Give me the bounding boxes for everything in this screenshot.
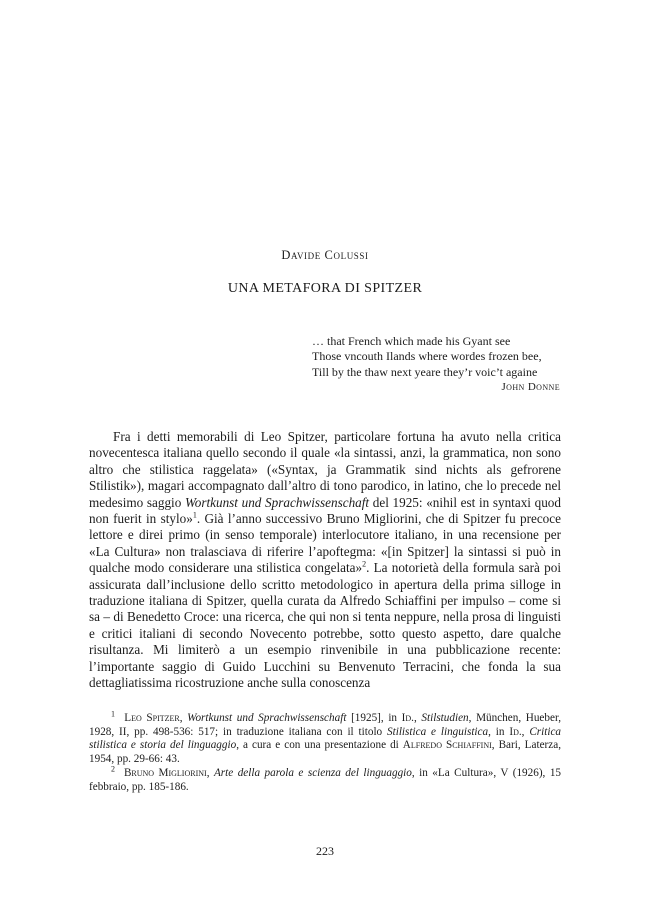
body-text-segment: Fra i detti memorabili di Leo Spitzer, particolare fortuna ha avuto nella critica novecentesca italiana quello secondo il quale «la sintassi, anzi, la grammatica, non sono altro che stilistica raggelata» («Syntax, ja Grammatik sind nichts als gefrorene Stilistik»), magari accompagnato dall’altro di tono parodico, in latino, che lo precede nel medesimo saggio bbox=[89, 429, 561, 510]
footnote: $^1$ Leo Spitzer, Wortkunst und Sprachwissenschaft [1925], in Id., Stilstudien, München, Hueber, 1928, II, pp. 498-536: 517; in traduzione italiana con il titolo Stilistica e linguistica, in Id., Critica stilistica e storia del linguaggio, a cura e con una presentazione di Alfredo Schiaffini, Bari, Laterza, 1954, pp. 29-66: 43. bbox=[89, 709, 562, 765]
footnote-text: , bbox=[413, 712, 422, 724]
footnote-text: , bbox=[521, 725, 530, 738]
cited-title: Wortkunst und Sprachwissenschaft bbox=[187, 712, 347, 724]
footnote-text: , in bbox=[488, 725, 510, 738]
footnote-reference[interactable]: 2 bbox=[362, 559, 367, 569]
ibidem-abbrev: Id. bbox=[509, 725, 522, 738]
epigraph bbox=[312, 334, 560, 395]
footnote-text: , a cura e con una presentazione di bbox=[236, 739, 403, 752]
cited-title: Critica stilistica e storia del linguaggio bbox=[89, 725, 562, 752]
footnote-text: [1925], in bbox=[346, 712, 402, 724]
epigraph-line: … that French which made his Gyant see bbox=[312, 334, 511, 348]
body-paragraph bbox=[89, 429, 561, 692]
footnotes bbox=[89, 709, 562, 796]
footnote-reference[interactable]: 1 bbox=[192, 510, 197, 520]
footnote-text: , in «La Cultura», V (1926), 15 febbraio, pp. 185-186. bbox=[89, 767, 562, 793]
epigraph-attribution: John Donne bbox=[501, 380, 560, 393]
cited-title: Stilistica e linguistica bbox=[387, 725, 489, 738]
footnote-number: 2 bbox=[111, 764, 115, 774]
epigraph-line: Those vncouth Ilands where wordes frozen bee, bbox=[312, 349, 542, 364]
cited-author: Leo Spitzer bbox=[124, 712, 180, 724]
body-text-segment: del 1925: «nihil est in syntaxi quod non fuerit in stylo» bbox=[89, 494, 561, 527]
body-text bbox=[89, 429, 561, 692]
body-text-segment: . Già l’anno successivo Bruno Migliorini, che di Spitzer fu precoce lettore e direi primo (in senso temporale) interlocutore italiano, in una recensione per «La Cultura» non tralasciava di riferire l’apoftegma: «[in Spitzer] la sintassi si può in qualche modo considerare una stilistica congelata» bbox=[89, 511, 561, 576]
cited-title: Arte della parola e scienza del linguaggio bbox=[213, 767, 412, 780]
ibidem-abbrev: Id. bbox=[401, 712, 414, 724]
epigraph-line: Till by the thaw next yeare they’r voic’t againe bbox=[312, 364, 538, 379]
footnote-text: , München, Hueber, 1928, II, pp. 498-536: 517; in traduzione italiana con il titolo bbox=[89, 712, 562, 738]
cited-editor: Alfredo Schiaffini bbox=[402, 739, 492, 752]
cited-author: Bruno Migliorini bbox=[123, 767, 207, 780]
article-title: UNA METAFORA DI SPITZER bbox=[227, 281, 423, 296]
page-number: 223 bbox=[316, 844, 334, 858]
footnote-number: 1 bbox=[111, 709, 115, 719]
author-name: Davide Colussi bbox=[281, 248, 369, 262]
body-text-segment: . La notorietà della formula sarà poi assicurata dall’inclusione dello scritto metodologico in apertura della prima silloge in traduzione italiana di Spitzer, quella curata da Alfredo Schiaffini per impulso – come si sa – di Benedetto Croce: una ricerca, che qui non si tenta neppure, nella prosa di linguisti e critici italiani di secondo Novecento potrebbe, sotto questo aspetto, dare qualche risultanza. Mi limiterò a un esempio rinvenibile in una pubblicazione recente: l’importante saggio di Guido Lucchini su Benvenuto Terracini, che fonda la sua dettagliatissima ricostruzione anche sulla conoscenza bbox=[89, 560, 561, 691]
footnote-text: , Bari, Laterza, 1954, pp. 29-66: 43. bbox=[89, 739, 561, 765]
footnote: $^2$ Bruno Migliorini, Arte della parola e scienza del linguaggio, in «La Cultura», V (1926), 15 febbraio, pp. 185-186. bbox=[89, 764, 562, 793]
cited-title: Stilstudien bbox=[421, 712, 469, 724]
work-title: Wortkunst und Sprachwissenschaft bbox=[184, 494, 370, 510]
